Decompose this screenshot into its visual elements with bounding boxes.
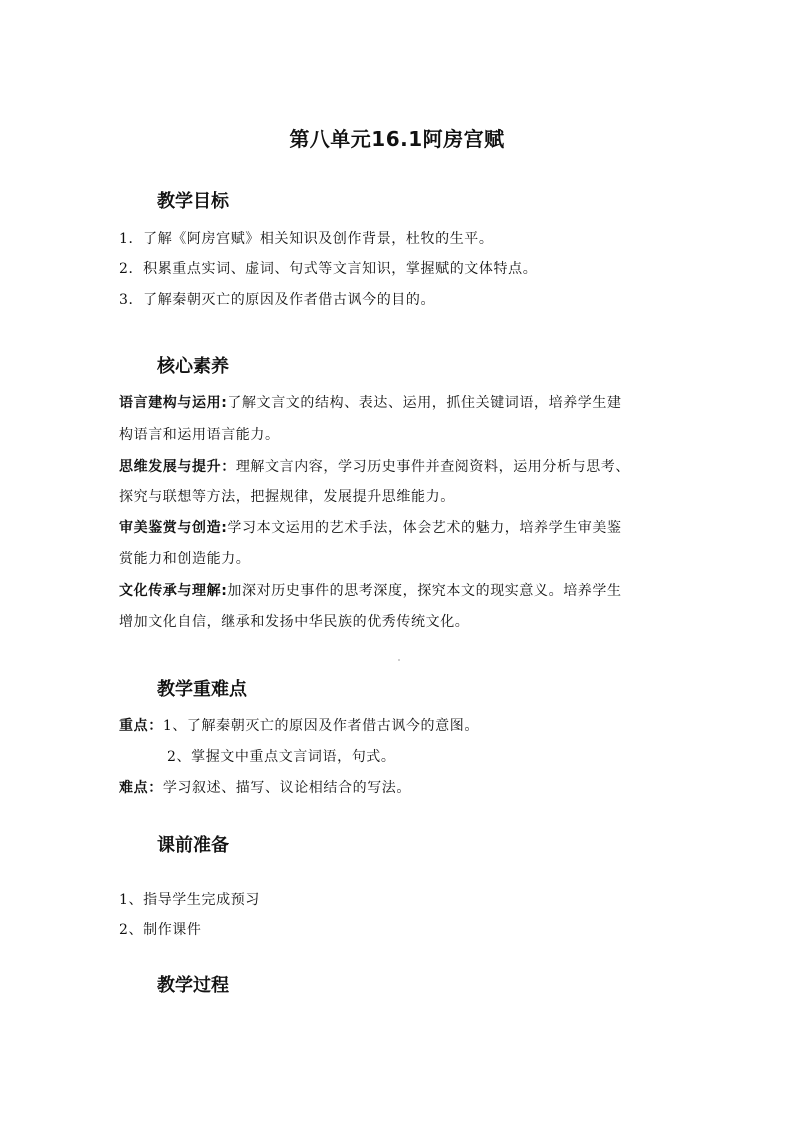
prep-item-1: 1、指导学生完成预习: [119, 892, 260, 908]
literacy-aesthetic-label: 审美鉴赏与创造:: [119, 520, 228, 536]
keypoint-label: 重点：: [119, 718, 163, 734]
objectives-heading: 教学目标: [157, 191, 229, 212]
literacy-language-text: 了解文言文的结构、表达、运用，抓住关键词语，培养学生建: [227, 395, 622, 411]
keypoints-heading: 教学重难点: [157, 679, 247, 700]
difficulty-line: [119, 778, 684, 798]
keypoint-line-1: [119, 716, 684, 736]
literacy-culture-text: 加深对历史事件的思考深度，探究本文的现实意义。培养学生: [227, 583, 622, 599]
literacy-thinking-label: 思维发展与提升：: [119, 459, 236, 475]
keypoint-line-2: 2、掌握文中重点文言词语，句式。: [167, 749, 396, 765]
process-heading: 教学过程: [157, 975, 229, 996]
literacy-aesthetic-line-1: [119, 518, 684, 538]
literacy-thinking-line-1: [119, 457, 684, 477]
objective-item-3: 3．了解秦朝灭亡的原因及作者借古讽今的目的。: [119, 292, 436, 308]
literacy-language-line-1: [119, 393, 684, 413]
prep-item-2: 2、制作课件: [119, 922, 202, 938]
literacy-heading: 核心素养: [157, 356, 229, 377]
objective-item-2: 2．积累重点实词、虚词、句式等文言知识，掌握赋的文体特点。: [119, 261, 538, 277]
prep-heading: 课前准备: [157, 835, 229, 856]
literacy-aesthetic-text: 学习本文运用的艺术手法，体会艺术的魅力，培养学生审美鉴: [227, 520, 622, 536]
literacy-culture-label: 文化传承与理解:: [119, 583, 228, 599]
keypoint-text-1: 1、了解秦朝灭亡的原因及作者借古讽今的意图。: [162, 718, 479, 734]
literacy-culture-line-1: [119, 581, 684, 601]
literacy-aesthetic-line-2: 赏能力和创造能力。: [119, 551, 251, 567]
literacy-culture-line-2: 增加文化自信，继承和发扬中华民族的优秀传统文化。: [119, 614, 470, 630]
literacy-language-label: 语言建构与运用:: [119, 395, 228, 411]
scan-speck: [398, 659, 400, 661]
objective-item-1: 1．了解《阿房宫赋》相关知识及创作背景，杜牧的生平。: [119, 231, 494, 247]
document-title: 第八单元16.1阿房宫赋: [289, 127, 505, 151]
literacy-thinking-text: 理解文言内容，学习历史事件并查阅资料，运用分析与思考、: [235, 459, 631, 475]
literacy-language-line-2: 构语言和运用语言能力。: [119, 427, 280, 443]
literacy-thinking-line-2: 探究与联想等方法，把握规律，发展提升思维能力。: [119, 489, 455, 505]
difficulty-text: 学习叙述、描写、议论相结合的写法。: [162, 780, 412, 796]
difficulty-label: 难点：: [119, 780, 163, 796]
